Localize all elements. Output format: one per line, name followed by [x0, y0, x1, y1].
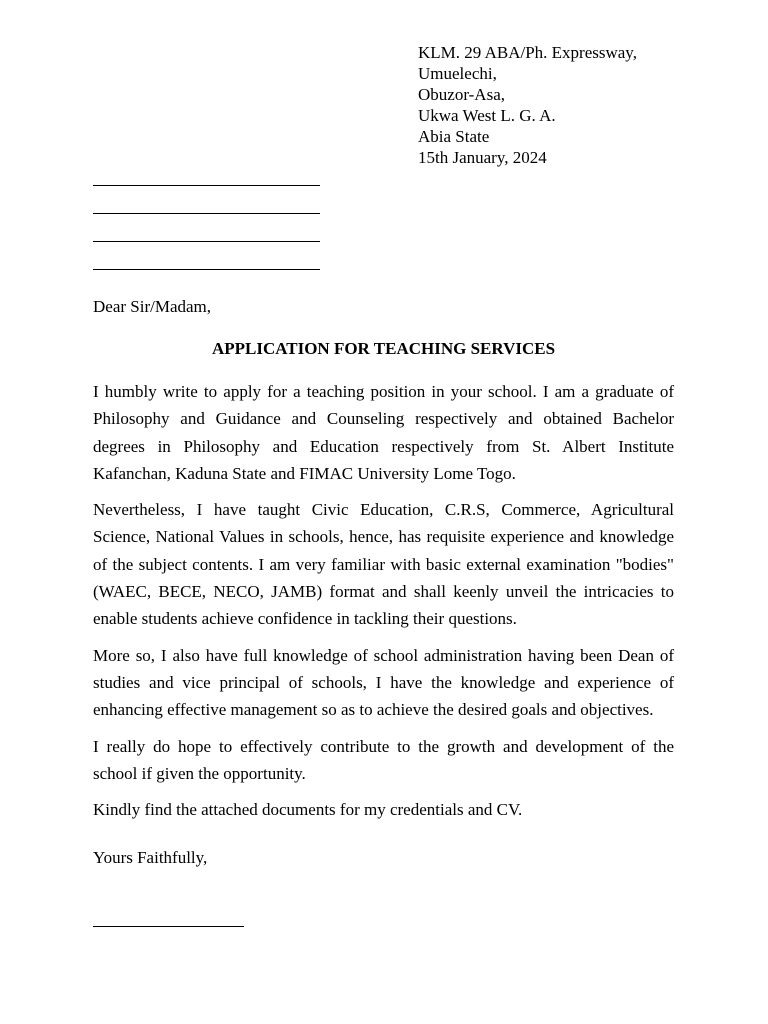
letter-subject: APPLICATION FOR TEACHING SERVICES: [211, 339, 556, 358]
address-line: Umuelechi,: [418, 64, 497, 83]
address-line: Abia State: [418, 127, 490, 146]
body-paragraph: I really do hope to effectively contribute to the growth and development of the school if given the opportunity.: [93, 736, 674, 783]
letter-body: [93, 378, 674, 832]
body-paragraph: More so, I also have full knowledge of school administration having been Dean of studies and vice principal of schools, I have the knowledge and experience of enhancing effective management so as to achieve the desired goals and objectives.: [93, 645, 674, 720]
salutation: Dear Sir/Madam,: [93, 297, 212, 316]
body-paragraph: Nevertheless, I have taught Civic Education, C.R.S, Commerce, Agricultural Science, National Values in schools, hence, has requisite experience and knowledge of the subject contents. I am very familiar with basic external examination "bodies" (WAEC, BECE, NECO, JAMB) format and shall keenly unveil the intricacies to enable students achieve confidence in tackling their questions.: [93, 500, 674, 629]
signature-blank-line: [93, 926, 244, 927]
recipient-blank-line: [93, 186, 320, 214]
body-paragraph: I humbly write to apply for a teaching position in your school. I am a graduate of Philosophy and Guidance and Counseling respectively and obtained Bachelor degrees in Philosophy and Education respectively from St. Albert Institute Kafanchan, Kaduna State and FIMAC University Lome Togo.: [93, 382, 674, 483]
letter-date: 15th January, 2024: [418, 148, 547, 167]
address-line: Ukwa West L. G. A.: [418, 106, 556, 125]
closing: Yours Faithfully,: [93, 848, 208, 867]
sender-address: [418, 42, 637, 168]
recipient-blank-line: [93, 214, 320, 242]
recipient-address-blanks: [93, 169, 320, 270]
address-line: Obuzor-Asa,: [418, 85, 505, 104]
body-paragraph: Kindly find the attached documents for my credentials and CV.: [93, 800, 523, 820]
recipient-blank-line: [93, 169, 320, 186]
recipient-blank-line: [93, 242, 320, 270]
address-line: KLM. 29 ABA/Ph. Expressway,: [418, 43, 637, 62]
